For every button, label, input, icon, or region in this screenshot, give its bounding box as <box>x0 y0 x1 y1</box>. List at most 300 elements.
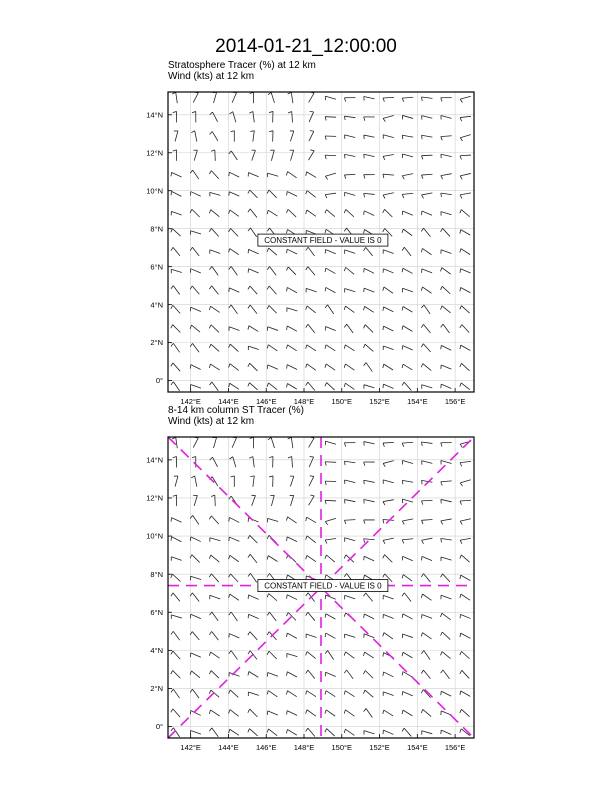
wind-barb <box>441 595 451 599</box>
wind-barb <box>421 248 431 254</box>
wind-barb <box>190 365 200 370</box>
page-title: 2014-01-21_12:00:00 <box>215 36 397 57</box>
wind-barb <box>209 364 219 370</box>
wind-barb <box>441 98 452 102</box>
wind-barb <box>345 538 356 542</box>
wind-barb <box>171 537 181 542</box>
wind-barb <box>344 209 354 216</box>
wind-barb <box>383 97 394 101</box>
wind-barb <box>364 97 375 101</box>
wind-barb <box>344 691 354 697</box>
wind-barb <box>306 191 316 198</box>
wind-barb <box>290 495 294 506</box>
y-tick-label: 10°N <box>146 531 163 541</box>
wind-barb <box>229 537 239 541</box>
x-tick-label: 152°E <box>369 743 390 752</box>
wind-barb <box>306 691 316 697</box>
wind-barb <box>210 538 221 542</box>
wind-barb <box>248 554 257 563</box>
y-tick-label: 14°N <box>146 110 163 120</box>
wind-barb <box>248 363 258 371</box>
wind-barb <box>441 574 450 582</box>
wind-barb <box>383 480 394 484</box>
wind-barb <box>402 288 412 292</box>
wind-barb <box>248 729 258 736</box>
wind-barb <box>309 476 314 486</box>
wind-barb <box>422 461 433 465</box>
wind-barb <box>210 131 218 140</box>
wind-barb <box>248 209 257 218</box>
wind-barb <box>460 135 471 141</box>
wind-barb <box>344 98 355 102</box>
wind-barb <box>190 286 199 294</box>
wind-barb <box>191 131 197 142</box>
wind-barb <box>267 365 277 369</box>
wind-barb <box>344 520 355 524</box>
wind-barb <box>229 634 239 638</box>
wind-barb <box>173 457 177 468</box>
wind-barb <box>364 268 374 273</box>
wind-barb <box>248 383 258 390</box>
wind-barb <box>402 710 412 716</box>
wind-barb <box>441 711 451 715</box>
wind-barb <box>421 155 432 159</box>
wind-barb <box>325 518 336 524</box>
wind-barb <box>325 595 335 599</box>
wind-barb <box>248 173 258 177</box>
wind-barb <box>209 266 218 275</box>
wind-barb <box>460 651 470 658</box>
y-tick-label: 8°N <box>150 569 163 579</box>
wind-barb <box>190 689 199 698</box>
wind-barb <box>173 150 177 161</box>
wind-barb <box>192 457 196 468</box>
wind-barb <box>190 307 200 311</box>
wind-barb <box>288 111 293 122</box>
wind-barb <box>344 306 354 312</box>
y-tick-label: 10°N <box>146 186 163 196</box>
wind-barb <box>306 172 316 178</box>
wind-barb <box>248 672 258 678</box>
wind-barb <box>421 344 430 352</box>
wind-barb <box>191 576 202 580</box>
wind-barb <box>325 136 336 140</box>
wind-barb <box>460 287 470 292</box>
wind-barb <box>306 382 315 390</box>
wind-barb <box>383 174 394 178</box>
wind-barb <box>422 193 433 199</box>
wind-barb <box>229 151 238 160</box>
wind-barb <box>363 671 373 679</box>
wind-barb <box>383 135 394 139</box>
wind-barb <box>229 383 239 389</box>
wind-barb <box>421 709 431 716</box>
wind-barb <box>421 324 430 333</box>
wind-barb <box>441 345 451 350</box>
wind-barb <box>249 111 254 122</box>
wind-barb <box>171 593 180 602</box>
wind-barb <box>248 632 257 640</box>
wind-barb <box>441 212 452 216</box>
wind-barb <box>229 555 239 561</box>
wind-barb <box>363 325 373 333</box>
x-axis-ticks <box>180 388 465 406</box>
wind-barb <box>290 131 294 141</box>
wind-barb <box>344 345 354 351</box>
wind-barb <box>286 517 296 523</box>
wind-barb <box>383 269 393 273</box>
wind-barb <box>364 462 375 466</box>
panel-title-line1: Stratosphere Tracer (%) at 12 km <box>168 60 316 71</box>
wind-barb <box>441 193 452 197</box>
wind-barb <box>364 593 373 601</box>
wind-barb <box>229 344 239 351</box>
wind-barb <box>421 500 432 504</box>
wind-barb <box>190 653 200 657</box>
wind-barb <box>460 480 471 486</box>
wind-barb <box>248 326 258 332</box>
wind-barb <box>345 634 356 638</box>
wind-barb <box>460 555 470 562</box>
wind-barb <box>248 249 258 254</box>
wind-barb <box>232 437 236 447</box>
wind-barb <box>383 730 393 734</box>
wind-barb <box>364 154 375 158</box>
wind-barb <box>190 343 199 352</box>
wind-barb <box>287 711 297 716</box>
wind-barb <box>422 211 432 215</box>
wind-barb <box>422 269 432 273</box>
wind-barb <box>210 250 220 254</box>
wind-barb <box>402 556 412 560</box>
wind-barb <box>286 209 296 217</box>
wind-barb <box>171 631 180 640</box>
wind-barb <box>267 711 277 715</box>
wind-barb <box>422 731 433 735</box>
wind-barb <box>267 305 277 313</box>
wind-barb <box>364 708 373 717</box>
wind-barb <box>171 286 180 295</box>
wind-barb <box>229 710 239 717</box>
wind-barb <box>306 364 316 370</box>
wind-barb <box>402 499 413 503</box>
wind-barb <box>421 305 430 314</box>
wind-barb <box>209 210 219 217</box>
wind-barb <box>345 595 355 599</box>
wind-barb <box>345 135 356 139</box>
wind-barb <box>270 495 274 506</box>
wind-barb <box>325 710 335 716</box>
wind-barb <box>270 150 274 161</box>
wind-barb <box>325 327 335 331</box>
wind-barb <box>402 364 412 370</box>
wind-barb <box>460 96 471 102</box>
wind-barb <box>364 211 374 216</box>
wind-barb <box>460 519 471 525</box>
wind-barb <box>209 631 218 640</box>
wind-barb <box>209 574 218 582</box>
wind-barb <box>190 325 200 332</box>
wind-barb <box>269 476 273 487</box>
wind-barb <box>250 92 254 103</box>
x-tick-label: 156°E <box>444 397 466 406</box>
wind-barb <box>460 249 470 255</box>
wind-barb <box>209 728 218 737</box>
wind-barb <box>229 192 239 196</box>
y-tick-label: 8°N <box>150 224 163 234</box>
wind-barb <box>441 499 452 503</box>
wind-barb <box>290 476 294 486</box>
wind-barb <box>364 442 375 446</box>
wind-barb <box>306 710 316 716</box>
wind-barb <box>309 92 315 102</box>
wind-barb <box>441 174 452 179</box>
wind-barb <box>171 574 181 581</box>
x-tick-label: 148°E <box>293 743 315 752</box>
wind-barb <box>345 250 355 254</box>
wind-barb <box>441 613 451 620</box>
wind-barb <box>306 536 316 543</box>
wind-barb <box>306 210 316 216</box>
wind-barb <box>209 671 219 679</box>
wind-barb <box>210 595 220 599</box>
x-tick-label: 154°E <box>407 743 428 752</box>
wind-barb <box>192 111 196 122</box>
wind-barb <box>229 327 239 331</box>
wind-barb <box>441 652 451 659</box>
wind-barb <box>364 731 375 735</box>
wind-barb <box>173 495 177 506</box>
wind-barb <box>287 537 297 542</box>
wind-barb <box>209 612 218 621</box>
wind-barb <box>460 155 471 159</box>
wind-barb <box>383 209 393 217</box>
wind-barb <box>325 210 335 217</box>
wind-barb <box>364 520 375 524</box>
wind-barb <box>364 117 375 121</box>
wind-barb <box>402 672 412 678</box>
wind-barb <box>249 457 254 468</box>
wind-barb <box>190 192 200 197</box>
wind-barb <box>193 495 197 506</box>
wind-barb <box>364 288 374 292</box>
wind-barb <box>171 670 181 678</box>
wind-barb <box>441 443 452 447</box>
wind-barb <box>171 363 180 371</box>
wind-barb <box>344 710 354 716</box>
wind-barb <box>287 633 297 638</box>
wind-barb <box>171 343 180 352</box>
wind-barb <box>363 344 373 351</box>
wind-barb <box>441 557 452 561</box>
wind-barb <box>460 691 470 696</box>
wind-barb <box>229 574 238 582</box>
wind-barb <box>171 247 180 256</box>
wind-barb <box>251 495 255 505</box>
wind-barb <box>364 175 375 179</box>
wind-barb <box>171 728 180 737</box>
wind-barb <box>364 499 375 503</box>
wind-barb <box>325 441 336 445</box>
wind-barb <box>460 575 470 580</box>
wind-barb <box>364 556 374 561</box>
wind-barb <box>287 308 298 312</box>
wind-barb <box>306 670 315 679</box>
panel-stratosphere-tracer <box>146 60 474 406</box>
wind-barb <box>190 247 199 256</box>
wind-barb <box>248 692 258 696</box>
wind-barb <box>422 116 433 120</box>
wind-barb <box>171 325 181 333</box>
wind-barb <box>211 495 215 506</box>
y-tick-label: 6°N <box>150 607 163 617</box>
wind-barb <box>229 228 238 236</box>
wind-barb <box>364 614 374 619</box>
wind-barb <box>402 97 413 102</box>
wind-barb <box>171 269 182 273</box>
wind-barb <box>383 595 393 599</box>
wind-barb <box>267 345 277 351</box>
wind-barb <box>421 228 430 237</box>
wind-barb <box>193 150 197 161</box>
wind-barb <box>402 193 413 198</box>
wind-barb <box>345 154 356 158</box>
wind-barb <box>268 92 275 102</box>
wind-barb <box>267 594 277 601</box>
wind-barb <box>306 555 316 561</box>
wind-barb <box>325 555 335 562</box>
wind-barb <box>460 594 470 600</box>
wind-barb <box>229 172 239 177</box>
x-tick-label: 148°E <box>293 397 315 406</box>
wind-barb <box>325 691 335 697</box>
wind-barb <box>309 111 313 121</box>
x-tick-label: 150°E <box>331 397 353 406</box>
wind-barb <box>325 614 335 619</box>
wind-barb <box>402 614 412 619</box>
wind-barb <box>287 672 297 677</box>
wind-barb <box>422 135 433 139</box>
wind-barb <box>267 691 277 697</box>
wind-barb <box>287 365 297 370</box>
wind-barb <box>441 384 451 388</box>
wind-barb <box>364 385 375 389</box>
y-tick-label: 0° <box>155 722 163 732</box>
wind-barb <box>286 691 296 697</box>
wind-barb <box>402 268 412 273</box>
wind-barb <box>213 92 217 103</box>
wind-barb <box>229 305 238 314</box>
y-tick-label: 4°N <box>150 645 163 655</box>
wind-barb <box>344 174 355 178</box>
wind-barb <box>250 476 254 487</box>
y-tick-label: 4°N <box>150 300 163 310</box>
wind-barb <box>460 269 470 273</box>
wind-barb <box>248 346 258 350</box>
wind-barb <box>288 92 293 103</box>
wind-barb <box>460 709 470 716</box>
wind-barb <box>209 344 219 351</box>
x-tick-label: 144°E <box>218 743 239 752</box>
wind-barb <box>171 518 181 523</box>
wind-barb <box>325 500 336 504</box>
wind-barb <box>287 595 297 600</box>
wind-barb <box>364 363 373 372</box>
wind-barb <box>286 172 296 178</box>
wind-barb <box>268 173 279 177</box>
wind-barb <box>383 538 394 544</box>
wind-barb <box>267 612 276 621</box>
wind-barb <box>171 651 180 659</box>
wind-barb <box>441 268 451 275</box>
wind-barb <box>309 131 314 141</box>
wind-barb <box>269 111 273 122</box>
wind-barb <box>383 442 394 446</box>
wind-barb <box>213 437 217 448</box>
wind-barb <box>402 382 411 390</box>
wind-barb <box>248 269 258 273</box>
wind-barb <box>171 382 180 391</box>
wind-barb <box>383 364 393 370</box>
constant-field-annotation <box>258 234 388 246</box>
wind-barb <box>268 327 278 331</box>
wind-barb <box>267 556 277 562</box>
wind-barb <box>402 135 413 139</box>
wind-barb <box>209 652 219 658</box>
wind-barb <box>209 228 218 236</box>
wind-barb <box>344 383 354 389</box>
wind-barb <box>325 155 336 159</box>
y-tick-label: 12°N <box>146 493 163 503</box>
wind-barb <box>248 573 257 582</box>
wind-barb <box>268 437 275 447</box>
wind-barb <box>441 670 450 679</box>
wind-barb <box>421 574 430 583</box>
wind-barb <box>441 461 452 465</box>
wind-barb <box>267 383 277 390</box>
x-tick-label: 146°E <box>255 397 277 406</box>
panel-title-line2: Wind (kts) at 12 km <box>168 416 255 427</box>
wind-barb <box>325 633 335 638</box>
wind-barb <box>232 92 236 102</box>
wind-barb <box>441 136 452 141</box>
wind-barb <box>288 457 293 468</box>
wind-barb <box>171 191 181 196</box>
wind-barb <box>460 383 470 390</box>
wind-barb <box>286 267 296 275</box>
wind-barb <box>190 555 200 563</box>
wind-barb <box>209 382 218 391</box>
x-tick-label: 150°E <box>331 743 353 752</box>
wind-barb <box>229 612 238 621</box>
wind-barb <box>383 633 393 639</box>
wind-barb <box>309 437 315 447</box>
wind-barb <box>286 383 296 389</box>
wind-barb <box>287 326 297 331</box>
wind-barb <box>460 210 470 217</box>
wind-barb <box>345 192 356 196</box>
wind-barb <box>209 555 219 562</box>
wind-barb <box>325 268 335 273</box>
wind-barb <box>173 111 177 122</box>
wind-barb <box>383 461 394 467</box>
wind-barb <box>267 190 277 198</box>
wind-barb <box>325 96 336 100</box>
wind-barb <box>402 691 412 695</box>
wind-barb <box>344 461 355 465</box>
wind-barb <box>460 325 469 333</box>
wind-barb <box>248 228 257 237</box>
